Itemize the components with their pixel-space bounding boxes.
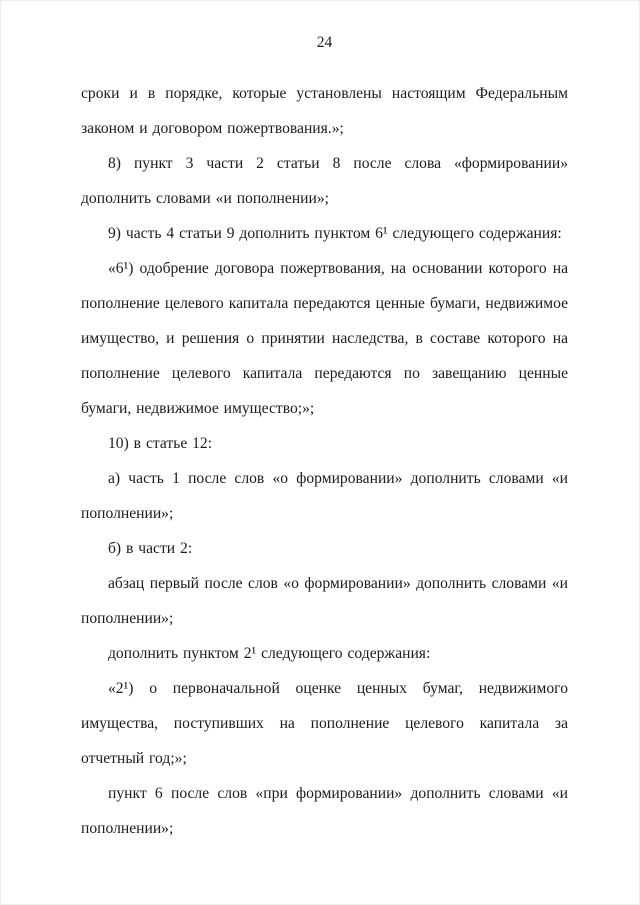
- paragraph: б) в части 2:: [108, 540, 193, 557]
- paragraph: 8) пункт 3 части 2 статьи 8 после слова «формировании» дополнить словами «и пополнении»;: [81, 155, 568, 207]
- paragraph: 9) часть 4 статьи 9 дополнить пунктом 6¹ следующего содержания:: [108, 225, 562, 242]
- document-body: [81, 76, 568, 846]
- paragraph: сроки и в порядке, которые установлены настоящим Федеральным законом и договором пожертвования.»;: [81, 85, 568, 137]
- page-number: 24: [316, 34, 333, 51]
- paragraph: дополнить пунктом 2¹ следующего содержания:: [108, 645, 431, 662]
- paragraph: абзац первый после слов «о формировании» дополнить словами «и пополнении»;: [81, 575, 568, 627]
- paragraph: 10) в статье 12:: [108, 435, 213, 452]
- paragraph: а) часть 1 после слов «о формировании» дополнить словами «и пополнении»;: [81, 470, 568, 522]
- paragraph: «2¹) о первоначальной оценке ценных бумаг, недвижимого имущества, поступивших на пополнение целевого капитала за отчетный год;»;: [81, 680, 568, 767]
- paragraph: пункт 6 после слов «при формировании» дополнить словами «и пополнении»;: [81, 785, 568, 837]
- paragraph: «6¹) одобрение договора пожертвования, на основании которого на пополнение целевого капитала передаются ценные бумаги, недвижимое имущество, и решения о принятии наследства, в составе которого на пополнение целевого капитала передаются по завещанию ценные бумаги, недвижимое имущество;»;: [81, 260, 568, 417]
